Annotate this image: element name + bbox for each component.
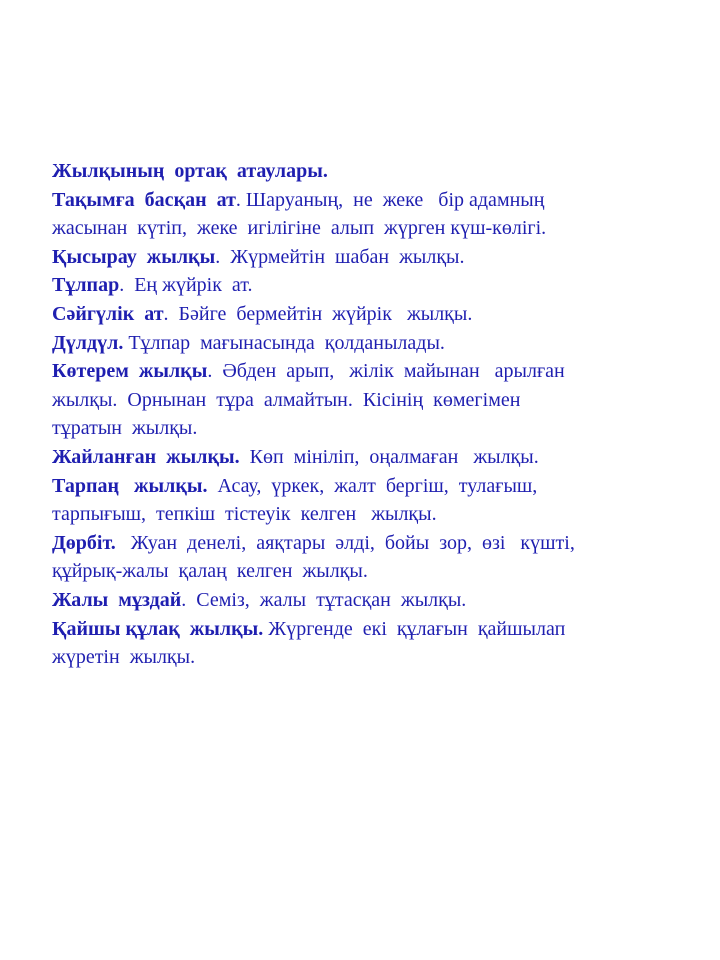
entry-term: Дөрбіт. [52,531,116,554]
entry-line [52,500,692,529]
entry-definition: . Семіз, жалы тұтасқан жылқы. [181,588,467,611]
entry-line [52,443,692,472]
entry-line [52,329,692,358]
entry-definition: . Әбден арып, жілік майынан арылған [207,360,565,383]
entry-definition: Жуан денелі, аяқтары әлді, бойы зор, өзі күшті, [115,531,575,554]
entry-line [52,243,692,272]
entry-definition: тарпығыш, тепкіш тістеуік келген жылқы. [52,503,437,526]
entry-term: Сәйгүлік ат [52,302,164,325]
entry-term: Қайшы құлақ жылқы. [52,617,264,640]
document-text [52,157,692,672]
entry-line [52,529,692,558]
entry-line [52,214,692,243]
entry-line [52,557,692,586]
entry-term: Жайланған жылқы. [52,445,240,468]
entry-definition: Тұлпар мағынасында қолданылады. [123,331,445,354]
entry-definition: Жүргенде екі құлағын қайшылап [263,617,566,640]
entry-line [52,186,692,215]
entry-definition: жасынан күтіп, жеке игілігіне алып жүрген күш-көлігі. [52,217,547,240]
entry-term: Тақымға басқан ат [52,188,236,211]
entry-definition: . Бәйге бермейтін жүйрік жылқы. [163,302,473,325]
entry-line [52,472,692,501]
entry-line [52,357,692,386]
entry-term: Дүлдүл. [52,331,124,354]
entry-definition: . Шаруаның, не жеке бір адамның [235,188,545,211]
entry-definition: Асау, үркек, жалт бергіш, тулағыш, [207,474,538,497]
entry-definition: Көп мініліп, оңалмаған жылқы. [239,445,539,468]
entry-definition: құйрық-жалы қалаң келген жылқы. [52,560,368,583]
entry-term: Көтерем жылқы [52,360,208,383]
entry-line [52,386,692,415]
entry-line [52,615,692,644]
entry-term: Тұлпар [52,274,120,297]
entry-definition: . Ең жүйрік ат. [119,274,253,297]
entry-definition: жүретін жылқы. [52,646,196,669]
entry-definition: тұратын жылқы. [52,417,198,440]
entry-line [52,586,692,615]
entry-term: Жалы мұздай [52,588,182,611]
entry-line [52,414,692,443]
entry-line [52,643,692,672]
entry-definition: . Жүрмейтін шабан жылқы. [215,245,465,268]
entry-term: Қысырау жылқы [52,245,216,268]
entry-term: Тарпаң жылқы. [52,474,208,497]
entry-line [52,300,692,329]
entry-line [52,271,692,300]
entry-definition: жылқы. Орнынан тұра алмайтын. Кісінің көмегімен [52,388,521,411]
document-title: Жылқының ортақ атаулары. [52,160,328,182]
